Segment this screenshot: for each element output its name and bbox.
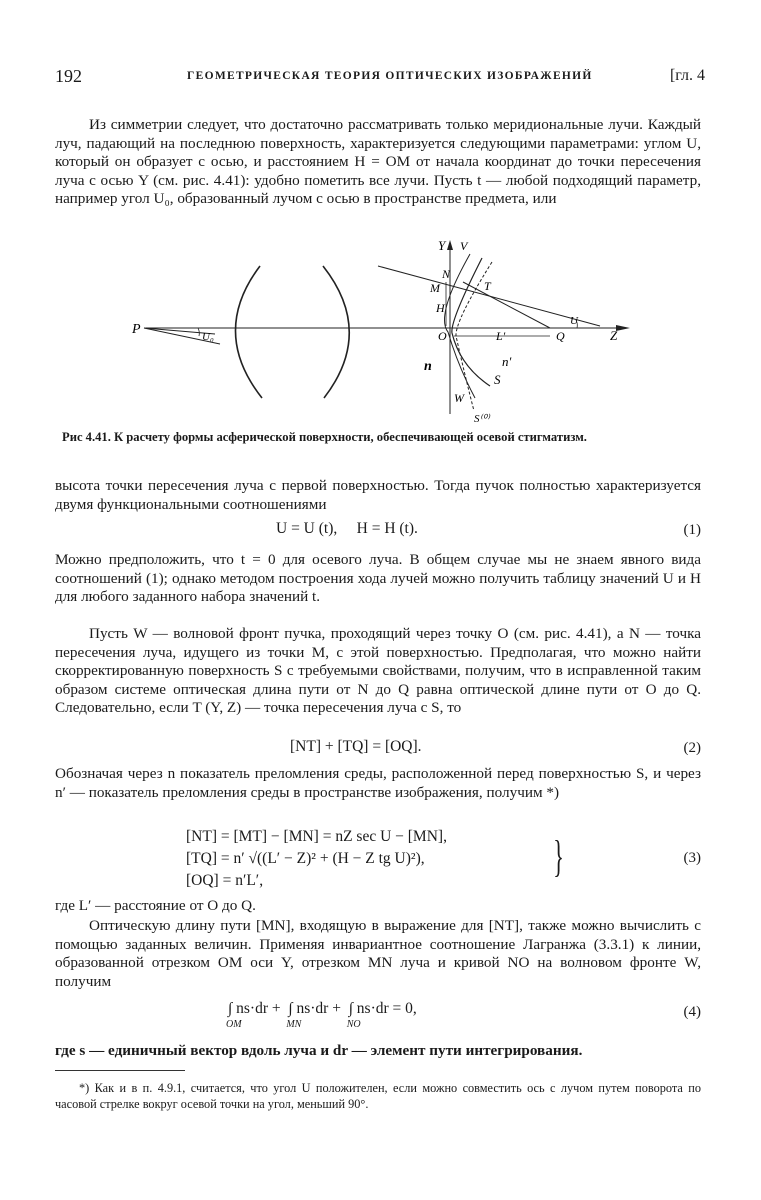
equation-4-term-2: ∫ ns·dr + [288,1000,341,1017]
label-v: V [460,239,468,253]
label-s0: S⁽⁰⁾ [474,413,490,425]
figure-4-41 [120,236,640,426]
paragraph-distance: где L′ — расстояние от O до Q. [55,897,256,914]
page-header [55,66,705,90]
label-p: P [132,322,141,337]
label-s: S [494,372,501,387]
label-m: M [430,281,440,295]
paragraph-unit-vector: где s — единичный вектор вдоль луча и dr — элемент пути интегрирования. [55,1042,583,1059]
lens-back-surface [323,266,349,398]
footnote-rule [55,1070,185,1071]
equation-1-left: U = U (t), [276,520,338,537]
y-axis-arrow [447,240,453,250]
paragraph-refractive-index: Обозначая через n показатель преломления среды, расположенной перед поверхностью S, и через n′ — показатель преломления среды в пространстве изображения, получим *) [55,765,701,801]
label-h: H [436,301,445,315]
equation-3 [186,826,447,892]
equation-2: [NT] + [TQ] = [OQ]. [290,738,422,755]
label-n-index: n [424,359,432,374]
page-number: 192 [55,66,82,86]
equation-3-line-1: [NT] = [MT] − [MN] = nZ sec U − [MN], [186,828,447,845]
label-l-prime: L′ [496,329,506,343]
u0-angle-arc [198,328,199,336]
equation-3-number: (3) [683,850,701,866]
paragraph-axial-ray: Можно предположить, что t = 0 для осевого луча. В общем случае мы не знаем явного вида соотношений (1); однако методом построения хода лучей можно получить таблицу значений U и H для любого заданного набора значений t. [55,551,701,606]
equation-1 [276,520,418,538]
equation-3-brace: } [553,832,564,881]
label-z: Z [610,328,618,343]
label-o: O [438,329,447,343]
equation-1-number: (1) [683,522,701,538]
equation-4-term-3: ∫ ns·dr = 0, [348,1000,417,1017]
equation-4-term-1: ∫ ns·dr + [228,1000,281,1017]
label-y: Y [438,238,446,253]
equation-4 [228,1000,417,1036]
equation-4-limit-3: NO [346,1019,361,1030]
label-n-prime-index: n′ [502,354,512,369]
label-q: Q [556,329,565,343]
paragraph-wavefront: Пусть W — волновой фронт пучка, проходящий через точку O (см. рис. 4.41), а N — точка пересечения луча, идущего из точки M, с этой поверхностью. Предполагая, что можно найти скорректированную поверхность S с требуемыми свойствами, получим, что в исправленной таким образом системе оптическая длина пути от N до Q равна оптической длине пути от O до Q. Следовательно, если T (Y, Z) — точка пересечения луча с S, то [55,625,701,717]
label-t: T [484,279,491,293]
equation-3-line-3: [OQ] = n′L′, [186,872,264,889]
paragraph-beam: высота точки пересечения луча с первой поверхностью. Тогда пучок полностью характеризуется двумя функциональными соотношениями [55,477,701,513]
footnote: *) Как и в п. 4.9.1, считается, что угол U положителен, если можно совместить ось с лучом путем поворота по часовой стрелке вокруг осевой точки на угол, меньший 90°. [55,1081,701,1111]
label-n: N [442,267,451,281]
label-w: W [454,391,464,405]
equation-1-right: H = H (t). [356,520,418,537]
figure-caption: Рис 4.41. К расчету формы асферической поверхности, обеспечивающей осевой стигматизм. [62,430,587,444]
label-u: U [570,315,578,327]
equation-4-limit-2: MN [286,1019,302,1030]
paragraph-symmetry: Из симметрии следует, что достаточно рассматривать только меридиональные лучи. Каждый луч, падающий на последнюю поверхность, характеризуется следующими параметрами: углом U, который он образует с осью, и расстоянием H = OM от начала координат до точки пересечения луча с осью Y (см. рис. 4.41): удобно пометить все лучи. Пусть t — любой подходящий параметр, например угол U₀, образованный лучом с осью в пространстве предмета, или [55,116,701,208]
equation-4-number: (4) [683,1004,701,1020]
equation-3-line-2: [TQ] = n′ √((L′ − Z)² + (H − Z tg U)²), [186,850,425,867]
equation-2-number: (2) [683,740,701,756]
z-axis-arrow [616,325,630,331]
lens-front-surface [235,266,262,398]
paragraph-lagrange: Оптическую длину пути [MN], входящую в выражение для [NT], также можно вычислить с помощью заданных величин. Применяя инвариантное соотношение Лагранжа (3.3.1) к линии, образованной отрезком OM оси Y, отрезком MN луча и кривой NO на волновом фронте W, получим [55,917,701,990]
chapter-label: [гл. 4 [669,67,705,84]
equation-4-limit-1: OM [226,1019,242,1030]
running-title: ГЕОМЕТРИЧЕСКАЯ ТЕОРИЯ ОПТИЧЕСКИХ ИЗОБРАЖЕНИЙ [187,70,593,82]
label-u0: U₀ [202,331,214,343]
